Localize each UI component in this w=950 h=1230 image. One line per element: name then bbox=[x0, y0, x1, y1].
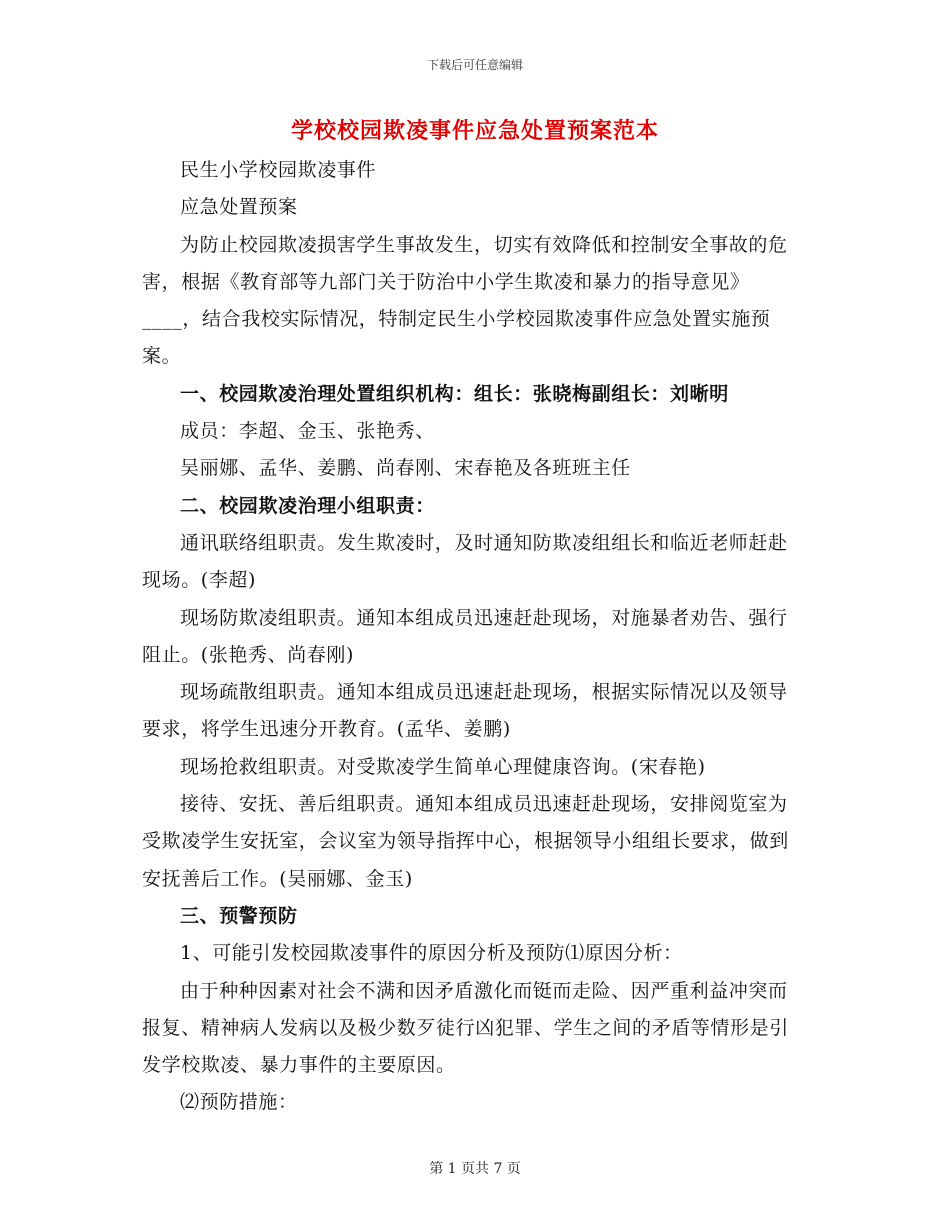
paragraph-members: 成员：李超、金玉、张艳秀、 bbox=[180, 420, 435, 443]
section-heading-prevention: 三、预警预防 bbox=[180, 904, 298, 927]
document-body bbox=[142, 152, 807, 1122]
paragraph-cause-analysis-heading: 1、可能引发校园欺凌事件的原因分析及预防⑴原因分析： bbox=[180, 942, 683, 965]
paragraph-anti-bullying-duty: 现场防欺凌组职责。通知本组成员迅速赶赴现场，对施暴者劝告、强行阻止。(张艳秀、尚春刚) bbox=[142, 606, 788, 666]
paragraph-cause-analysis: 由于种种因素对社会不满和因矛盾激化而铤而走险、因严重利益冲突而报复、精神病人发病以及极少数歹徒行凶犯罪、学生之间的矛盾等情形是引发学校欺凌、暴力事件的主要原因。 bbox=[142, 979, 789, 1077]
section-heading-organization: 一、校园欺凌治理处置组织机构：组长：张晓梅副组长：刘晰明 bbox=[180, 382, 729, 405]
section-heading-duties: 二、校园欺凌治理小组职责： bbox=[180, 494, 435, 517]
paragraph-intro: 为防止校园欺凌损害学生事故发生，切实有效降低和控制安全事故的危害，根据《教育部等九部门关于防治中小学生欺凌和暴力的指导意见》____，结合我校实际情况，特制定民生小学校园欺凌事件应急处置实施预案。 bbox=[142, 233, 788, 368]
paragraph-members-continued: 吴丽娜、孟华、姜鹏、尚春刚、宋春艳及各班班主任 bbox=[180, 457, 631, 480]
document-title: 学校校园欺凌事件应急处置预案范本 bbox=[290, 118, 659, 144]
page-footer-page-info: 第 1 页共 7 页 bbox=[429, 1161, 521, 1177]
paragraph-rescue-duty: 现场抢救组职责。对受欺凌学生简单心理健康咨询。(宋春艳) bbox=[180, 755, 706, 778]
paragraph-reception-duty: 接待、安抚、善后组职责。通知本组成员迅速赶赴现场，安排阅览室为受欺凌学生安抚室，会议室为领导指挥中心，根据领导小组组长要求，做到安抚善后工作。(吴丽娜、金玉) bbox=[142, 793, 789, 890]
paragraph-plan-name: 应急处置预案 bbox=[180, 196, 298, 219]
page-header-note: 下载后可任意编辑 bbox=[426, 58, 523, 72]
paragraph-evacuation-duty: 现场疏散组职责。通知本组成员迅速赶赴现场，根据实际情况以及领导要求，将学生迅速分开教育。(孟华、姜鹏) bbox=[142, 681, 788, 741]
paragraph-prevention-measures: ⑵预防措施： bbox=[180, 1091, 298, 1114]
paragraph-school-name: 民生小学校园欺凌事件 bbox=[180, 159, 377, 181]
paragraph-communication-duty: 通讯联络组职责。发生欺凌时，及时通知防欺凌组组长和临近老师赶赴现场。(李超) bbox=[142, 531, 788, 592]
